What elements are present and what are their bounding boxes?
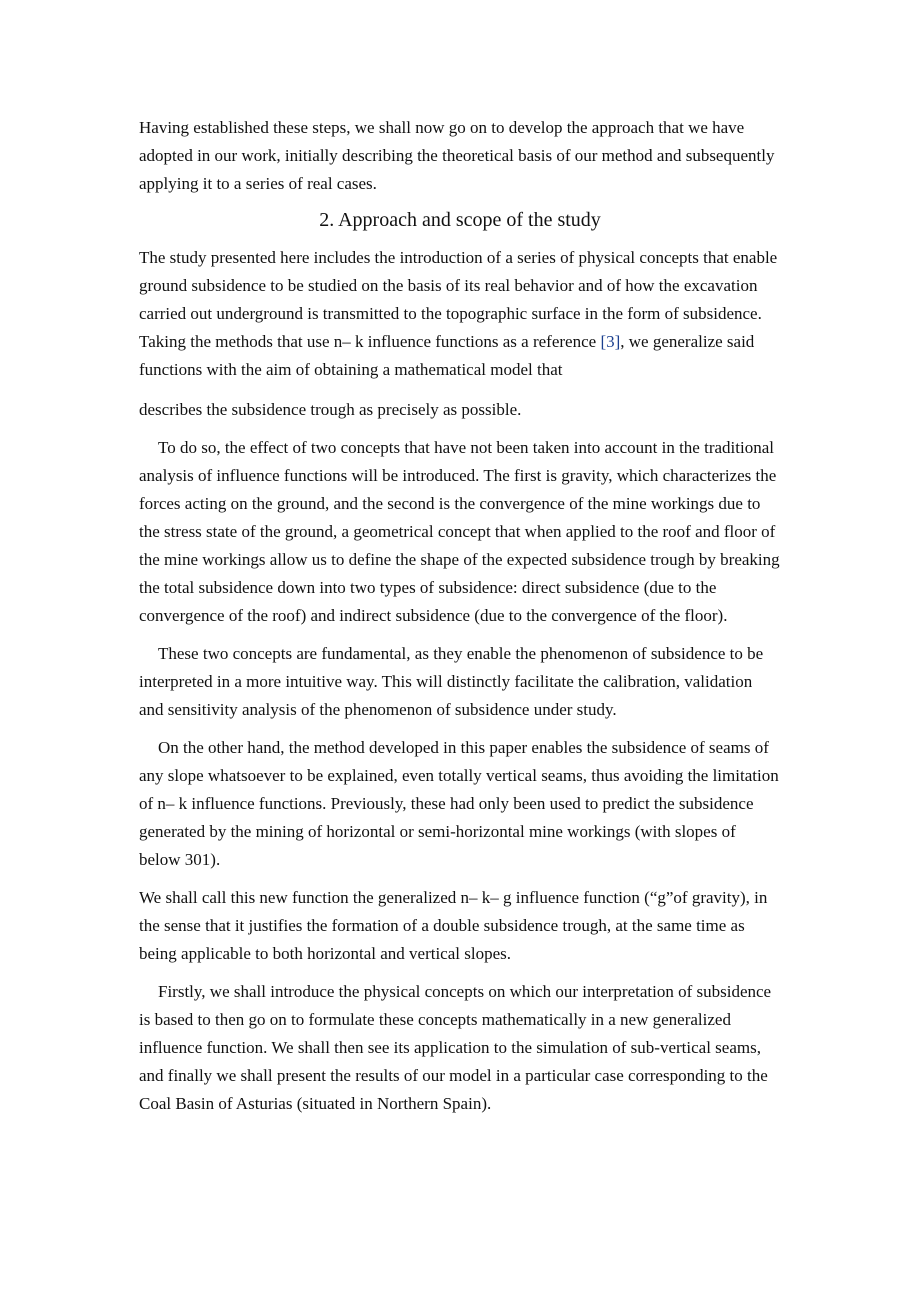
paragraph-text: The study presented here includes the introduction of a series of physical concepts that enable ground subsidence to be studied on the basis of its real behavior and of how the excavation carried out underground is transmitted to the topographic surface in the form of subsidence. Taking the methods that use n– k influence functions as a reference bbox=[139, 248, 778, 351]
body-paragraph-4: On the other hand, the method developed in this paper enables the subsidence of seams of any slope whatsoever to be explained, even totally vertical seams, thus avoiding the limitation of n– k influence functions. Previously, these had only been used to predict the subsidence generated by the mining of horizontal or semi-horizontal mine workings (with slopes of below 301). bbox=[139, 738, 779, 869]
section-heading: 2. Approach and scope of the study bbox=[319, 209, 601, 231]
body-paragraph-5: We shall call this new function the generalized n– k– g influence function (“g”of gravity), in the sense that it justifies the formation of a double subsidence trough, at the same time as being applicable to both horizontal and vertical slopes. bbox=[139, 888, 768, 963]
intro-paragraph: Having established these steps, we shall now go on to develop the approach that we have adopted in our work, initially describing the theoretical basis of our method and subsequently applying it to a series of real cases. bbox=[139, 118, 775, 193]
citation-link[interactable]: [3] bbox=[600, 332, 621, 351]
document-page bbox=[139, 114, 781, 1118]
body-paragraph-6: Firstly, we shall introduce the physical concepts on which our interpretation of subsidence is based to then go on to formulate these concepts mathematically in a new generalized influence function. We shall then see its application to the simulation of sub-vertical seams, and finally we shall present the results of our model in a particular case corresponding to the Coal Basin of Asturias (situated in Northern Spain). bbox=[139, 982, 772, 1113]
paragraph-text: , we generalize said functions with the aim of obtaining a mathematical model that bbox=[139, 332, 755, 379]
body-paragraph-1-continued: describes the subsidence trough as precisely as possible. bbox=[139, 400, 522, 419]
body-paragraph-2: To do so, the effect of two concepts that have not been taken into account in the traditional analysis of influence functions will be introduced. The first is gravity, which characterizes the forces acting on the ground, and the second is the convergence of the mine workings due to the stress state of the ground, a geometrical concept that when applied to the roof and floor of the mine workings allow us to define the shape of the expected subsidence trough by breaking the total subsidence down into two types of subsidence: direct subsidence (due to the convergence of the roof) and indirect subsidence (due to the convergence of the floor). bbox=[139, 438, 780, 625]
body-paragraph-3: These two concepts are fundamental, as they enable the phenomenon of subsidence to be interpreted in a more intuitive way. This will distinctly facilitate the calibration, validation and sensitivity analysis of the phenomenon of subsidence under study. bbox=[139, 644, 764, 719]
body-paragraph-1 bbox=[139, 244, 781, 384]
